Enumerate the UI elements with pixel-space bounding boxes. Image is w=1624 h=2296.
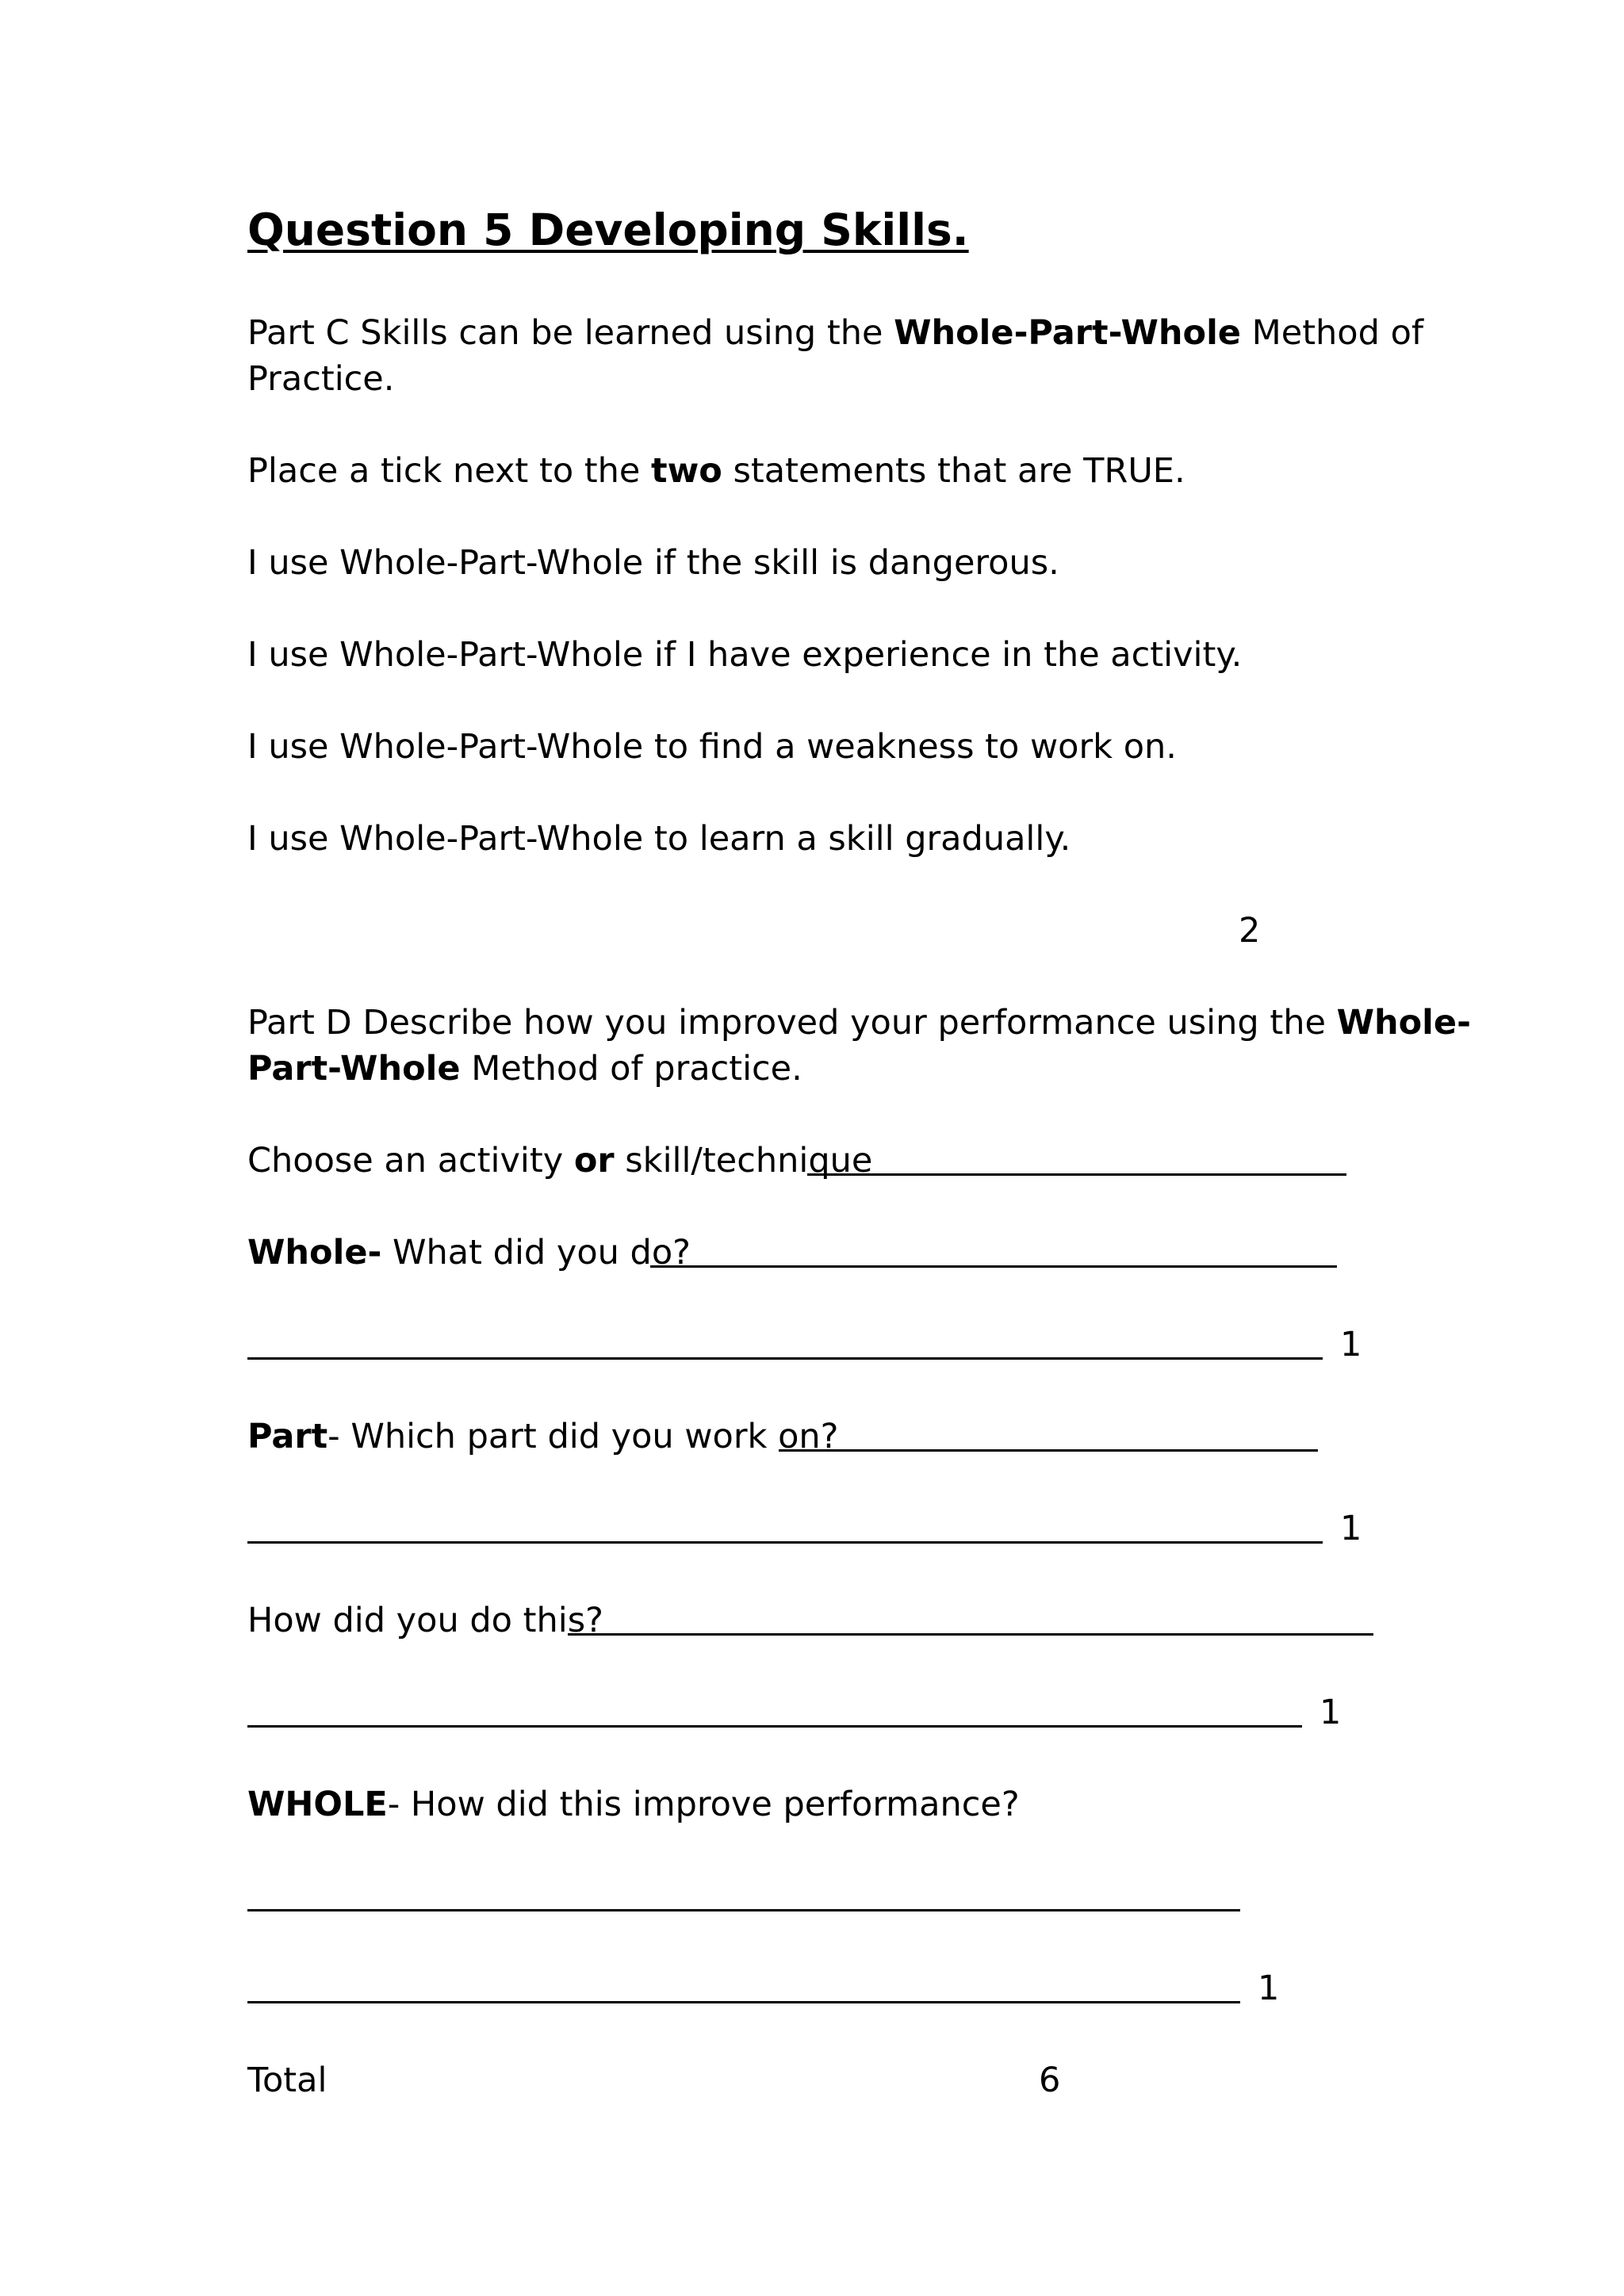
part-answer-line-2[interactable] (247, 1541, 1323, 1544)
instruction-text-end: statements that are TRUE. (722, 451, 1185, 491)
part-label: Part (247, 1417, 328, 1456)
activity-answer-line[interactable] (807, 1173, 1346, 1176)
how-marks: 1 (1320, 1693, 1342, 1732)
whole2-question (247, 1782, 1020, 1827)
part-c-marks: 2 (1239, 911, 1261, 951)
part-c-intro-text-end: Method of (1240, 313, 1424, 353)
how-answer-line-2[interactable] (247, 1725, 1302, 1728)
whole2-marks: 1 (1258, 1969, 1280, 2008)
page-title: Question 5 Developing Skills. (247, 205, 969, 255)
whole-question (247, 1230, 691, 1275)
part-d-intro-method-2: Part-Whole (247, 1049, 461, 1089)
part-c-intro-line2: Practice. (247, 359, 395, 399)
whole2-label: WHOLE (247, 1785, 388, 1824)
part-c-intro (247, 311, 1423, 355)
statement-4[interactable]: I use Whole-Part-Whole to learn a skill gradually. (247, 819, 1071, 859)
whole2-question-text: - How did this improve performance? (387, 1785, 1020, 1824)
part-answer-line-1[interactable] (779, 1449, 1318, 1452)
instruction-count: two (651, 451, 722, 491)
choose-activity-label (247, 1138, 872, 1183)
whole-answer-line-2[interactable] (247, 1357, 1323, 1360)
whole-answer-line-1[interactable] (650, 1265, 1337, 1268)
total-label: Total (247, 2061, 327, 2100)
part-d-intro-text: Part D Describe how you improved your performance using the (247, 1003, 1337, 1043)
part-d-intro-text-end: Method of practice. (460, 1049, 802, 1089)
statement-1[interactable]: I use Whole-Part-Whole if the skill is dangerous. (247, 543, 1059, 583)
total-marks: 6 (1039, 2061, 1061, 2100)
part-marks: 1 (1340, 1509, 1362, 1548)
statement-3[interactable]: I use Whole-Part-Whole to find a weakness to work on. (247, 727, 1177, 767)
how-question: How did you do this? (247, 1601, 603, 1640)
statement-2[interactable]: I use Whole-Part-Whole if I have experience in the activity. (247, 635, 1243, 675)
instruction-text: Place a tick next to the (247, 451, 652, 491)
whole-label: Whole- (247, 1233, 382, 1272)
part-c-intro-text: Part C Skills can be learned using the (247, 313, 894, 353)
whole2-answer-line-1[interactable] (247, 1909, 1240, 1911)
part-c-intro-method: Whole-Part-Whole (894, 313, 1241, 353)
part-question (247, 1414, 838, 1459)
whole-marks: 1 (1340, 1325, 1362, 1364)
choose-text: Choose an activity (247, 1141, 574, 1181)
part-question-text: - Which part did you work on? (327, 1417, 839, 1456)
how-answer-line-1[interactable] (568, 1633, 1373, 1636)
whole-question-text: What did you do? (381, 1233, 691, 1272)
part-c-instruction (247, 449, 1185, 493)
part-d-intro-method-1: Whole- (1336, 1003, 1471, 1043)
choose-text-end: skill/technique (614, 1141, 873, 1181)
part-d-intro (247, 1001, 1471, 1045)
whole2-answer-line-2[interactable] (247, 2001, 1240, 2003)
part-d-intro-line2 (247, 1047, 802, 1091)
choose-or: or (573, 1141, 615, 1181)
